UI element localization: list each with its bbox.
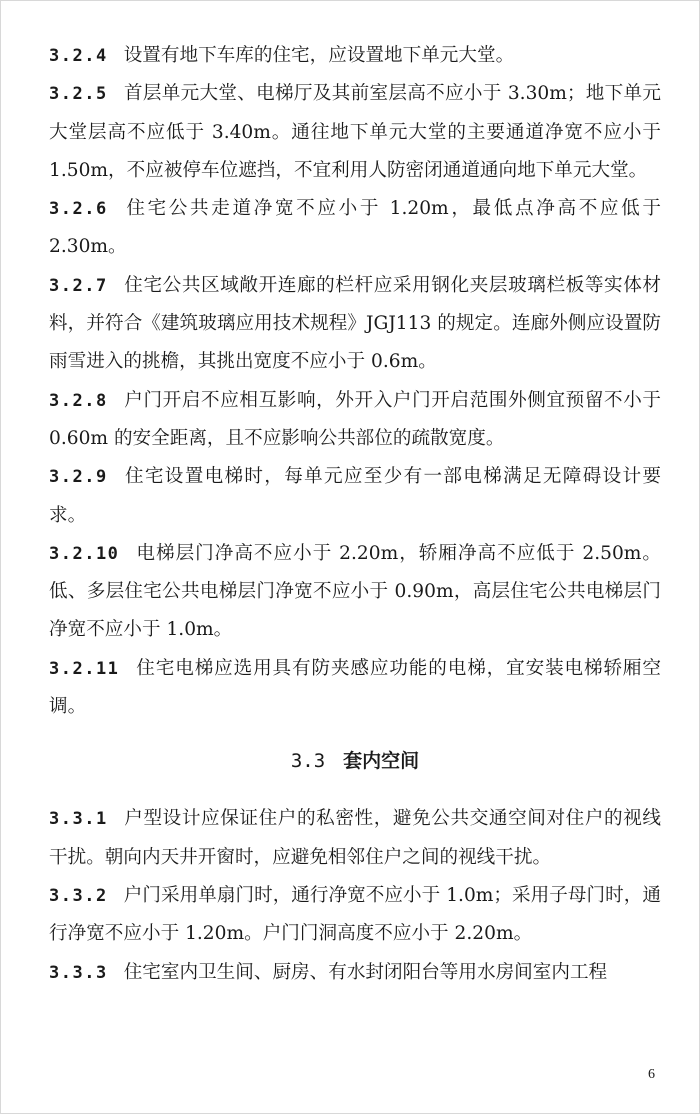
section-number: 3.3: [290, 750, 326, 773]
clause-3-3-3: 3.3.3 住宅室内卫生间、厨房、有水封闭阳台等用水房间室内工程: [49, 961, 608, 983]
clause-3-2-5: 3.2.5 首层单元大堂、电梯厅及其前室层高不应小于 3.30m；地下单元大堂层高不应低于 3.40m。通往地下单元大堂的主要通道净宽不应小于 1.50m，不应被停车位遮挡，不宜利用人防密闭通道通向地下单元大堂。: [49, 83, 661, 181]
clause-3-3-2: 3.3.2 户门采用单扇门时，通行净宽不应小于 1.0m；采用子母门时，通行净宽不应小于 1.20m。户门门洞高度不应小于 2.20m。: [49, 884, 661, 945]
clause-3-2-11: 3.2.11 住宅电梯应选用具有防夹感应功能的电梯，宜安装电梯轿厢空调。: [49, 657, 661, 718]
clause-3-2-9: 3.2.9 住宅设置电梯时，每单元应至少有一部电梯满足无障碍设计要求。: [49, 466, 661, 526]
clause-3-3-1: 3.3.1 户型设计应保证住户的私密性，避免公共交通空间对住户的视线干扰。朝向内天井开窗时，应避免相邻住户之间的视线干扰。: [49, 808, 661, 868]
clause-3-2-6: 3.2.6 住宅公共走道净宽不应小于 1.20m，最低点净高不应低于 2.30m。: [49, 198, 661, 258]
clause-3-2-10: 3.2.10 电梯层门净高不应小于 2.20m，轿厢净高不应低于 2.50m。低、多层住宅公共电梯层门净宽不应小于 0.90m，高层住宅公共电梯层门净宽不应小于 1.0m。: [49, 542, 661, 641]
page-number: 6: [648, 1067, 655, 1082]
clause-3-2-7: 3.2.7 住宅公共区域敞开连廊的栏杆应采用钢化夹层玻璃栏板等实体材料，并符合《建筑玻璃应用技术规程》JGJ113 的规定。连廊外侧应设置防雨雪进入的挑檐，其挑出宽度不应小于 0.6m。: [49, 274, 661, 373]
section-title: 套内空间: [343, 750, 420, 773]
clause-3-2-8: 3.2.8 户门开启不应相互影响，外开入户门开启范围外侧宜预留不小于 0.60m 的安全距离，且不应影响公共部位的疏散宽度。: [49, 389, 661, 449]
section-heading: [49, 746, 661, 776]
page-content: [49, 37, 661, 992]
clause-3-2-4: 3.2.4 设置有地下车库的住宅，应设置地下单元大堂。: [49, 45, 515, 66]
